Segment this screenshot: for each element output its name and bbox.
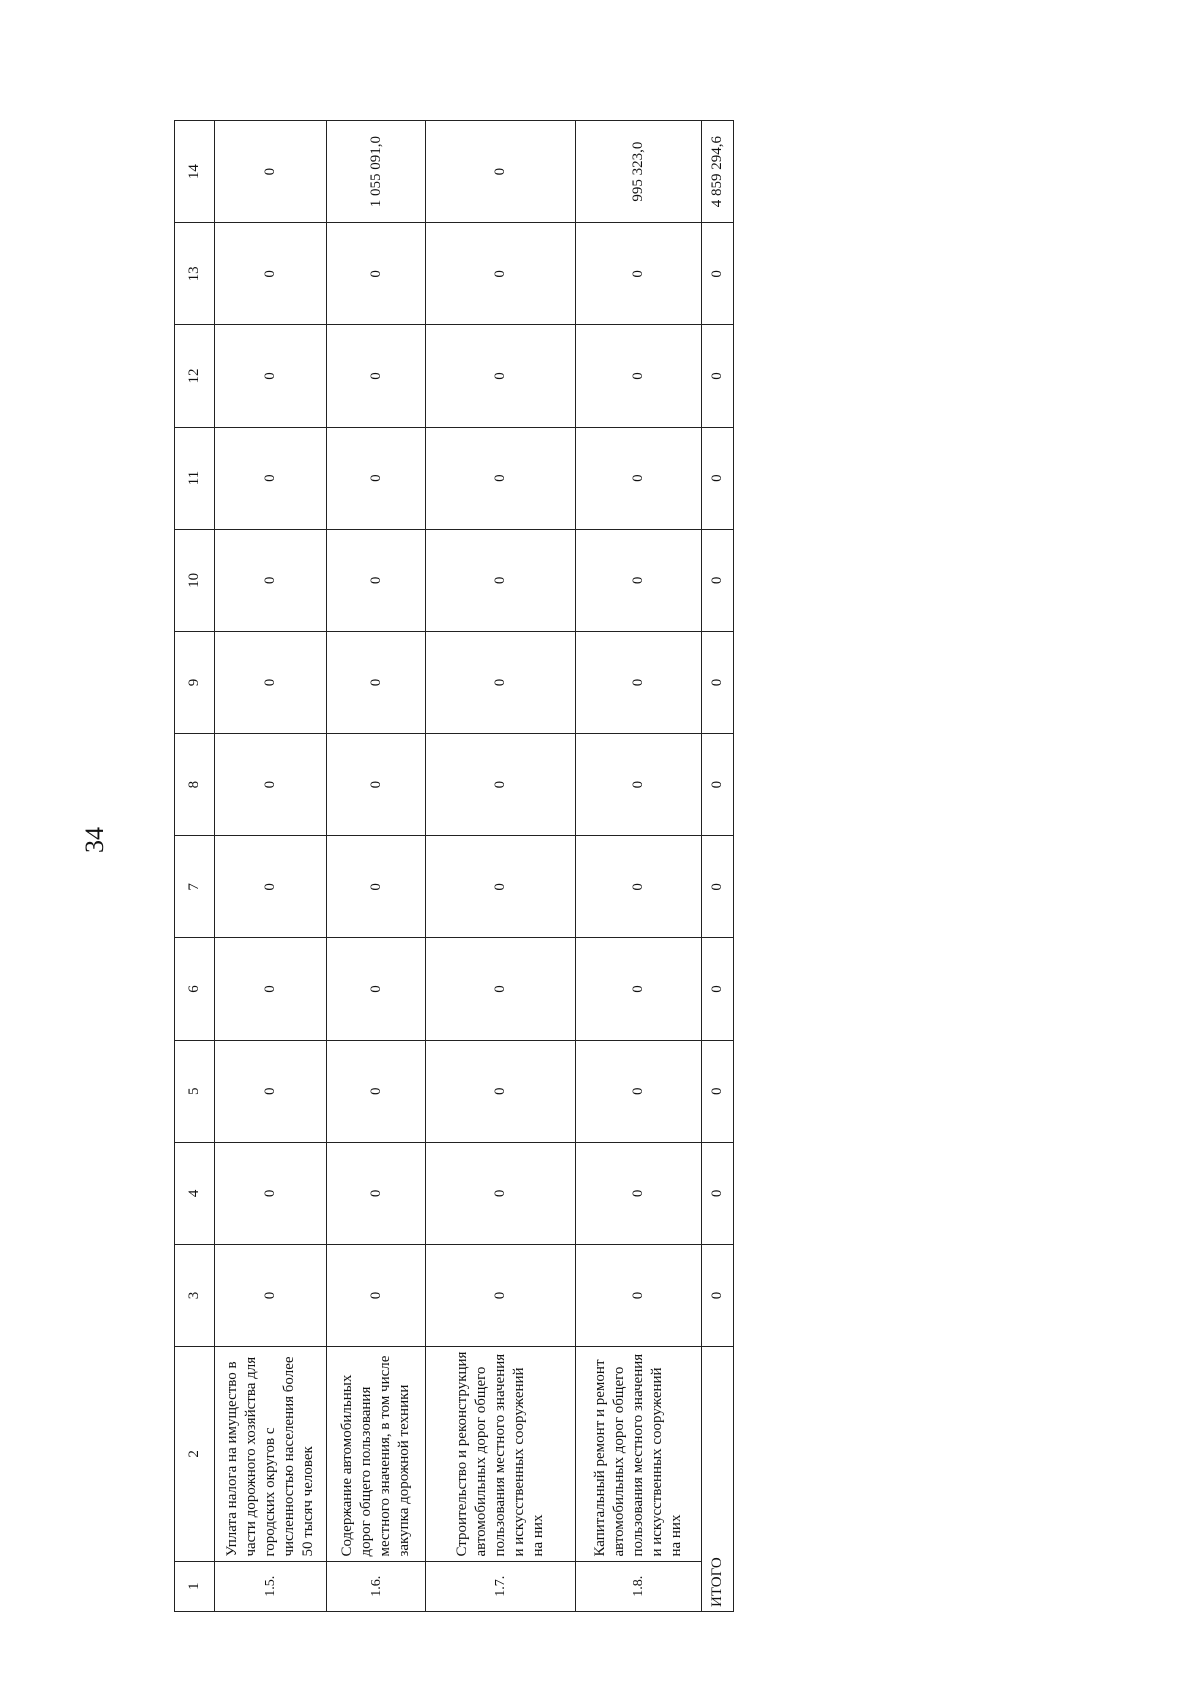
value-cell: 0	[214, 1142, 327, 1244]
budget-table-rotated	[174, 120, 734, 1612]
value-cell: 0	[576, 734, 702, 836]
value-cell: 0	[214, 734, 327, 836]
header-cell: 4	[175, 1142, 215, 1244]
value-cell: 0	[576, 427, 702, 529]
value-cell: 0	[576, 223, 702, 325]
value-cell: 0	[576, 938, 702, 1040]
value-cell: 0	[576, 1244, 702, 1346]
value-cell: 0	[426, 1142, 576, 1244]
budget-table	[174, 120, 734, 1612]
total-cell: 0	[701, 529, 733, 631]
value-cell: 0	[327, 529, 426, 631]
value-cell: 0	[576, 325, 702, 427]
value-cell: 0	[327, 1244, 426, 1346]
value-cell: 995 323,0	[576, 121, 702, 223]
value-cell: 0	[214, 223, 327, 325]
budget-table-container	[174, 120, 734, 1612]
value-cell: 0	[327, 325, 426, 427]
value-cell: 0	[426, 121, 576, 223]
value-cell: 0	[576, 1040, 702, 1142]
total-cell: 4 859 294,6	[701, 121, 733, 223]
total-cell: 0	[701, 734, 733, 836]
value-cell: 0	[327, 836, 426, 938]
row-description: Капитальный ремонт и ремонт автомобильных дорог общего пользования местного значения и искусственных сооружений на них	[576, 1347, 702, 1561]
total-cell: 0	[701, 325, 733, 427]
value-cell: 0	[426, 325, 576, 427]
row-number: 1.7.	[426, 1561, 576, 1611]
header-cell: 13	[175, 223, 215, 325]
total-cell: 0	[701, 223, 733, 325]
value-cell: 0	[576, 1142, 702, 1244]
total-cell: 0	[701, 1040, 733, 1142]
value-cell: 0	[426, 427, 576, 529]
value-cell: 0	[426, 938, 576, 1040]
total-row	[701, 121, 733, 1612]
total-cell: 0	[701, 938, 733, 1040]
value-cell: 0	[214, 1244, 327, 1346]
value-cell: 0	[214, 121, 327, 223]
value-cell: 0	[426, 1244, 576, 1346]
header-cell: 6	[175, 938, 215, 1040]
total-label: ИТОГО	[701, 1347, 733, 1612]
value-cell: 0	[576, 631, 702, 733]
table-row	[327, 121, 426, 1612]
table-row	[214, 121, 327, 1612]
header-cell: 12	[175, 325, 215, 427]
header-cell: 2	[175, 1347, 215, 1561]
header-row	[175, 121, 215, 1612]
value-cell: 0	[214, 529, 327, 631]
value-cell: 0	[327, 938, 426, 1040]
value-cell: 0	[426, 836, 576, 938]
total-cell: 0	[701, 836, 733, 938]
value-cell: 0	[426, 223, 576, 325]
header-cell: 8	[175, 734, 215, 836]
row-number: 1.8.	[576, 1561, 702, 1611]
row-number: 1.5.	[214, 1561, 327, 1611]
page-number: 34	[80, 827, 109, 853]
value-cell: 0	[426, 631, 576, 733]
value-cell: 0	[576, 836, 702, 938]
value-cell: 0	[426, 734, 576, 836]
table-row	[426, 121, 576, 1612]
header-cell: 9	[175, 631, 215, 733]
value-cell: 0	[327, 1142, 426, 1244]
value-cell: 0	[327, 1040, 426, 1142]
header-cell: 3	[175, 1244, 215, 1346]
row-description: Строительство и реконструкция автомобильных дорог общего пользования местного значения и искусственных сооружений на них	[426, 1347, 576, 1561]
value-cell: 0	[576, 529, 702, 631]
header-cell: 14	[175, 121, 215, 223]
total-cell: 0	[701, 1244, 733, 1346]
value-cell: 1 055 091,0	[327, 121, 426, 223]
table-row	[576, 121, 702, 1612]
row-description: Содержание автомобильных дорог общего пользования местного значения, в том числе закупка дорожной техники	[327, 1347, 426, 1561]
value-cell: 0	[426, 1040, 576, 1142]
header-cell: 7	[175, 836, 215, 938]
value-cell: 0	[426, 529, 576, 631]
value-cell: 0	[214, 938, 327, 1040]
value-cell: 0	[214, 427, 327, 529]
header-cell: 1	[175, 1561, 215, 1611]
header-cell: 11	[175, 427, 215, 529]
row-description: Уплата налога на имущество в части дорожного хозяйства для городских округов с численностью населения более 50 тысяч человек	[214, 1347, 327, 1561]
value-cell: 0	[327, 631, 426, 733]
total-cell: 0	[701, 631, 733, 733]
value-cell: 0	[327, 223, 426, 325]
total-cell: 0	[701, 1142, 733, 1244]
value-cell: 0	[214, 836, 327, 938]
value-cell: 0	[327, 427, 426, 529]
header-cell: 10	[175, 529, 215, 631]
header-cell: 5	[175, 1040, 215, 1142]
value-cell: 0	[214, 325, 327, 427]
value-cell: 0	[214, 1040, 327, 1142]
total-cell: 0	[701, 427, 733, 529]
value-cell: 0	[327, 734, 426, 836]
row-number: 1.6.	[327, 1561, 426, 1611]
value-cell: 0	[214, 631, 327, 733]
